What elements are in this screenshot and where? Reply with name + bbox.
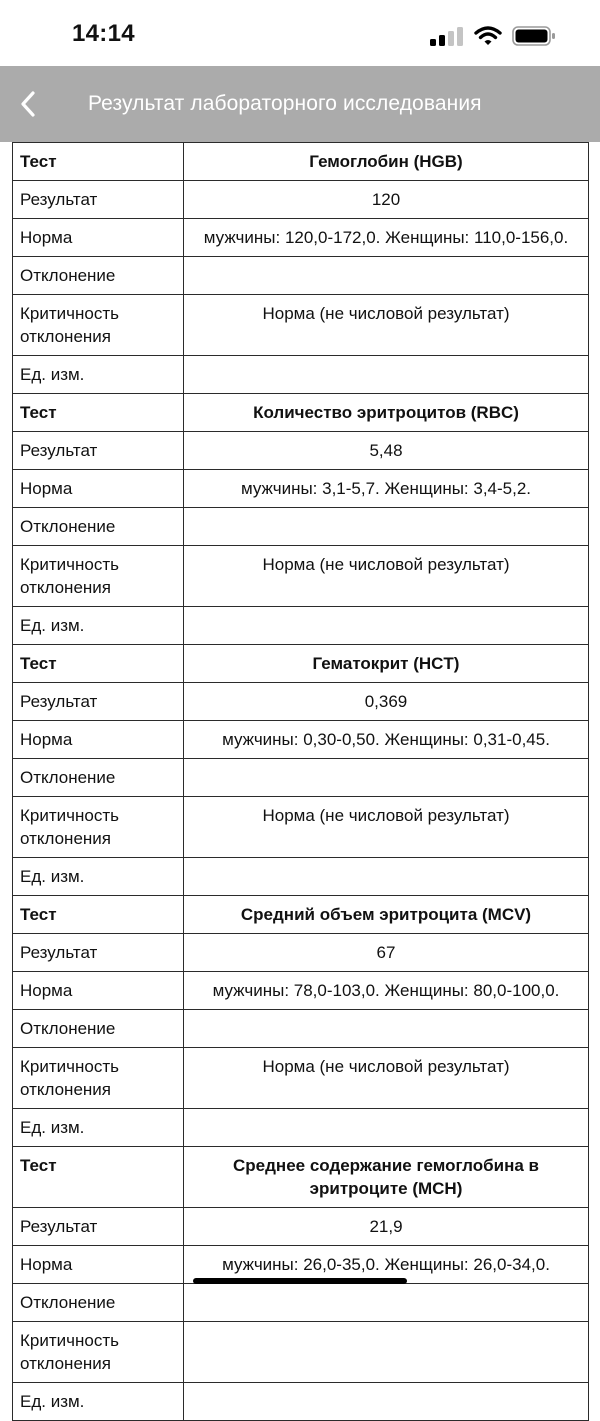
table-row [13, 470, 589, 508]
row-value-result: 67 [184, 934, 589, 972]
row-value-test-name: Гематокрит (HCT) [184, 645, 589, 683]
table-row [13, 797, 589, 858]
table-row [13, 721, 589, 759]
table-row [13, 1383, 589, 1421]
table-row [13, 546, 589, 607]
status-icons [430, 24, 556, 48]
row-label-norm: Норма [13, 219, 184, 257]
row-value-criticality: Норма (не числовой результат) [184, 295, 589, 356]
row-value-deviation [184, 257, 589, 295]
table-row [13, 858, 589, 896]
wifi-icon [474, 26, 502, 46]
table-row [13, 1048, 589, 1109]
row-value-deviation [184, 1010, 589, 1048]
row-value-test-name: Средний объем эритроцита (MCV) [184, 896, 589, 934]
row-label-result: Результат [13, 683, 184, 721]
page-title: Результат лабораторного исследования [88, 92, 482, 115]
row-label-deviation: Отклонение [13, 1010, 184, 1048]
row-label-criticality: Критичность отклонения [13, 797, 184, 858]
results-scroll-area[interactable] [0, 142, 600, 1411]
table-row [13, 508, 589, 546]
table-row [13, 295, 589, 356]
table-row [13, 759, 589, 797]
row-label-deviation: Отклонение [13, 1284, 184, 1322]
row-label-norm: Норма [13, 1246, 184, 1284]
row-label-unit: Ед. изм. [13, 1109, 184, 1147]
row-value-result: 5,48 [184, 432, 589, 470]
row-label-unit: Ед. изм. [13, 607, 184, 645]
table-row [13, 607, 589, 645]
table-row [13, 1208, 589, 1246]
row-value-criticality [184, 1322, 589, 1383]
status-bar [0, 0, 600, 66]
table-row [13, 181, 589, 219]
row-value-unit [184, 1383, 589, 1421]
row-value-criticality: Норма (не числовой результат) [184, 797, 589, 858]
row-label-unit: Ед. изм. [13, 1383, 184, 1421]
row-label-test: Тест [13, 1147, 184, 1208]
row-value-unit [184, 356, 589, 394]
row-label-unit: Ед. изм. [13, 356, 184, 394]
row-label-criticality: Критичность отклонения [13, 1048, 184, 1109]
row-value-deviation [184, 1284, 589, 1322]
row-value-test-name: Количество эритроцитов (RBC) [184, 394, 589, 432]
row-label-result: Результат [13, 1208, 184, 1246]
table-row [13, 1109, 589, 1147]
row-label-test: Тест [13, 645, 184, 683]
row-label-norm: Норма [13, 470, 184, 508]
row-value-test-name: Гемоглобин (HGB) [184, 143, 589, 181]
row-label-deviation: Отклонение [13, 759, 184, 797]
table-row [13, 934, 589, 972]
row-value-result: 0,369 [184, 683, 589, 721]
row-value-norm: мужчины: 0,30-0,50. Женщины: 0,31-0,45. [184, 721, 589, 759]
table-row [13, 356, 589, 394]
table-row [13, 394, 589, 432]
row-label-test: Тест [13, 143, 184, 181]
nav-bar [0, 66, 600, 142]
row-value-criticality: Норма (не числовой результат) [184, 546, 589, 607]
row-value-norm: мужчины: 26,0-35,0. Женщины: 26,0-34,0. [184, 1246, 589, 1284]
table-row [13, 432, 589, 470]
row-label-result: Результат [13, 181, 184, 219]
table-row [13, 1010, 589, 1048]
row-value-criticality: Норма (не числовой результат) [184, 1048, 589, 1109]
row-label-test: Тест [13, 896, 184, 934]
row-label-criticality: Критичность отклонения [13, 295, 184, 356]
row-label-result: Результат [13, 432, 184, 470]
home-indicator [193, 1278, 407, 1284]
row-value-norm: мужчины: 120,0-172,0. Женщины: 110,0-156,0. [184, 219, 589, 257]
row-value-test-name: Среднее содержание гемоглобина в эритроците (MCH) [184, 1147, 589, 1208]
lab-results-table [12, 142, 589, 1421]
row-value-deviation [184, 759, 589, 797]
row-label-criticality: Критичность отклонения [13, 1322, 184, 1383]
row-value-norm: мужчины: 3,1-5,7. Женщины: 3,4-5,2. [184, 470, 589, 508]
table-row [13, 683, 589, 721]
row-label-result: Результат [13, 934, 184, 972]
row-label-deviation: Отклонение [13, 508, 184, 546]
table-row [13, 1284, 589, 1322]
table-row [13, 143, 589, 181]
status-time: 14:14 [72, 20, 135, 47]
table-row [13, 896, 589, 934]
row-value-result: 21,9 [184, 1208, 589, 1246]
row-value-unit [184, 858, 589, 896]
row-value-unit [184, 1109, 589, 1147]
table-row [13, 1147, 589, 1208]
table-row [13, 645, 589, 683]
back-chevron-icon[interactable] [16, 88, 42, 120]
row-label-criticality: Критичность отклонения [13, 546, 184, 607]
row-label-deviation: Отклонение [13, 257, 184, 295]
row-label-unit: Ед. изм. [13, 858, 184, 896]
table-row [13, 1322, 589, 1383]
table-row [13, 972, 589, 1010]
row-value-norm: мужчины: 78,0-103,0. Женщины: 80,0-100,0. [184, 972, 589, 1010]
row-label-norm: Норма [13, 721, 184, 759]
table-row [13, 219, 589, 257]
row-value-unit [184, 607, 589, 645]
row-value-deviation [184, 508, 589, 546]
battery-icon [512, 25, 556, 47]
row-value-result: 120 [184, 181, 589, 219]
row-label-test: Тест [13, 394, 184, 432]
row-label-norm: Норма [13, 972, 184, 1010]
cellular-signal-icon [430, 26, 464, 46]
table-row [13, 257, 589, 295]
